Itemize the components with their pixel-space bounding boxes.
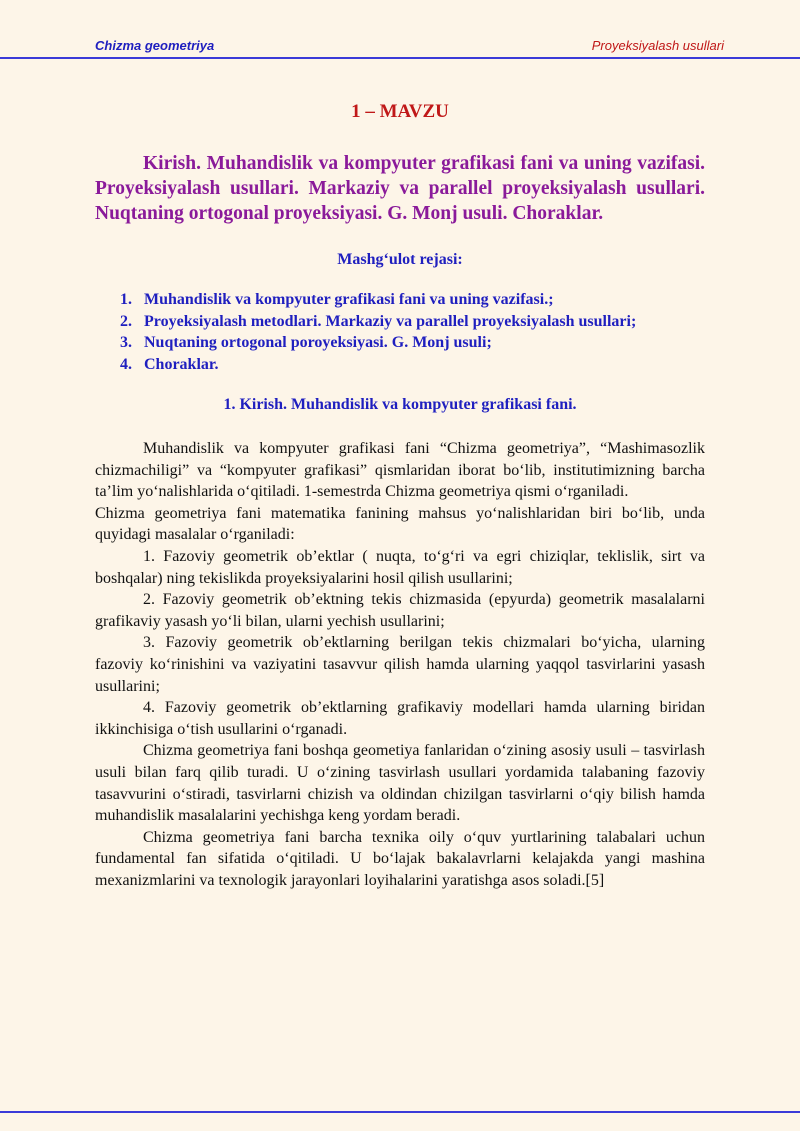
plan-item-number: 2. [120, 312, 132, 330]
paragraph: 4. Fazoviy geometrik ob’ektlarning grafikaviy modellari hamda ularning biridan ikkinchisiga o‘tish usullarini o‘rganadi. [95, 699, 705, 738]
plan-item [95, 354, 705, 376]
plan-item-text: Choraklar. [144, 355, 219, 373]
plan-item-number: 3. [120, 334, 132, 351]
plan-item-number: 4. [120, 355, 132, 373]
paragraph: 2. Fazoviy geometrik ob’ektning tekis chizmasida (epyurda) geometrik masalalarni grafikaviy yasash yo‘li bilan, ularni yechish usullarini; [95, 591, 705, 630]
header-divider [0, 57, 800, 59]
paragraph: 3. Fazoviy geometrik ob’ektlarning berilgan tekis chizmalari bo‘yicha, ularning fazoviy ko‘rinishini va vaziyatini tasavvur qilish hamda ularning yaqqol tasvirlarini yasash usullarini; [95, 634, 705, 695]
page-header [0, 0, 800, 58]
plan-heading: Mashg‘ulot rejasi: [337, 251, 463, 268]
footer-divider [0, 1111, 800, 1113]
plan-item-text: Muhandislik va kompyuter grafikasi fani va uning vazifasi.; [144, 291, 554, 308]
paragraph: Chizma geometriya fani matematika fanining mahsus yo‘nalishlaridan biri bo‘lib, unda quyidagi masalalar o‘rganiladi: [95, 504, 705, 544]
plan-item-number: 1. [120, 291, 132, 308]
paragraph: Chizma geometriya fani barcha texnika oily o‘quv yurtlarining talabalari uchun fundamental fan sifatida o‘qitiladi. U bo‘lajak bakalavrlarni kelajakda yangi mashina mexanizmlarini va texnologik jarayonlari loyihalarini yaratishga asos soladi.[5] [95, 828, 705, 889]
body-text [95, 438, 705, 891]
topic-number: 1 – MAVZU [351, 101, 449, 122]
plan-item [95, 289, 705, 311]
plan-item-text: Nuqtaning ortogonal poroyeksiyasi. G. Monj usuli; [144, 334, 492, 351]
section-heading: 1. Kirish. Muhandislik va kompyuter grafikasi fani. [223, 396, 577, 413]
paragraph: Muhandislik va kompyuter grafikasi fani “Chizma geometriya”, “Mashimasozlik chizmachiligi” va “kompyuter grafikasi” qismlaridan iborat bo‘lib, institutimizning barcha ta’lim yo‘nalishlarida o‘qitiladi. 1-semestrda Chizma geometriya qismi o‘rganiladi. [95, 440, 705, 501]
page-content [95, 100, 705, 891]
lesson-plan-list [95, 289, 705, 375]
lesson-title: Kirish. Muhandislik va kompyuter grafikasi fani va uning vazifasi. Proyeksiyalash usullari. Markaziy va parallel proyeksiyalash usullari. Nuqtaning ortogonal proyeksiyasi. G. Monj usuli. Choraklar. [95, 153, 705, 224]
paragraph: Chizma geometriya fani boshqa geometiya fanlaridan o‘zining asosiy usuli – tasvirlash usuli bilan farq qilib turadi. U o‘zining tasvirlash usullari yordamida talabaning fazoviy tasavvurini o‘stiradi, tasvirlarni chizish va oldindan chizilgan tasvirlarni o‘qiy bilish hamda muhandislik masalalarini yechishga keng yordam beradi. [95, 742, 705, 825]
paragraph: 1. Fazoviy geometrik ob’ektlar ( nuqta, to‘g‘ri va egri chiziqlar, teklislik, sirt va boshqalar) ning tekislikda proyeksiyalarini hosil qilish usullarini; [95, 547, 705, 587]
plan-item [95, 311, 705, 333]
plan-item-text: Proyeksiyalash metodlari. Markaziy va parallel proyeksiyalash usullari; [144, 312, 637, 330]
header-subject: Chizma geometriya [95, 38, 215, 53]
header-chapter: Proyeksiyalash usullari [591, 38, 724, 53]
plan-item [95, 332, 705, 354]
